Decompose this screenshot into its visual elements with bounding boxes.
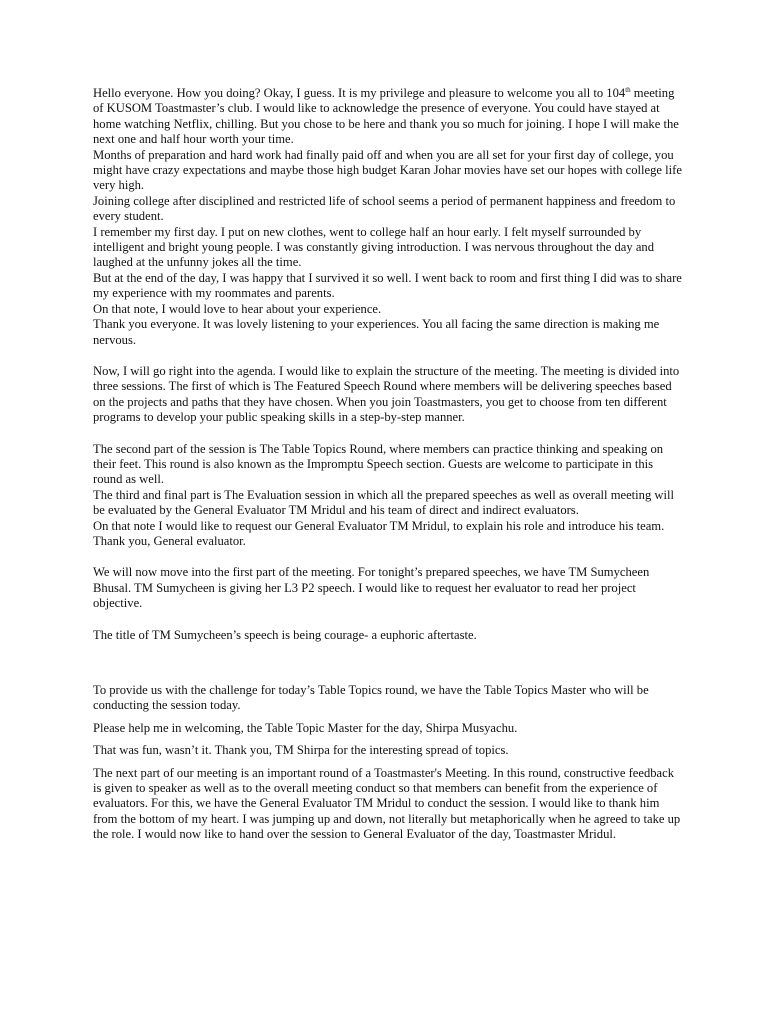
paragraph-welcome-ttm: Please help me in welcoming, the Table Topic Master for the day, Shirpa Musyachu. — [93, 720, 518, 735]
paragraph-that-was-fun: That was fun, wasn’t it. Thank you, TM Shirpa for the interesting spread of topics. — [93, 743, 509, 758]
spacer — [93, 714, 683, 721]
spacer — [93, 612, 683, 628]
ordinal-suffix: th — [625, 86, 631, 94]
paragraph-hear-experience: On that note, I would love to hear about your experience. — [93, 301, 382, 316]
paragraph-joining-college: Joining college after disciplined and restricted life of school seems a period of permanent happiness and freedom to every student. — [93, 193, 676, 224]
paragraph-end-of-day: But at the end of the day, I was happy that I survived it so well. I went back to room and first thing I did was to share my experience with my roommates and parents. — [93, 270, 682, 301]
spacer — [93, 549, 683, 565]
spacer — [93, 759, 683, 766]
paragraph-speech-title: The title of TM Sumycheen’s speech is being courage- a euphoric aftertaste. — [93, 627, 477, 642]
welcome-text-end: meeting of KUSOM Toastmaster’s club. I would like to acknowledge the presence of everyone. You could have stayed at home watching Netflix, chilling. But you chose to be here and thank you so much for joining. I hope I will make the next one and half hour worth your time. — [93, 86, 679, 147]
paragraph-prepared-speeches: We will now move into the first part of the meeting. For tonight’s prepared speeches, we have TM Sumycheen Bhusal. TM Sumycheen is giving her L3 P2 speech. I would like to request her evaluator to read her project objective. — [93, 565, 650, 611]
spacer — [93, 643, 683, 683]
paragraph-evaluation: The third and final part is The Evaluation session in which all the prepared speeches as well as overall meeting will be evaluated by the General Evaluator TM Mridul and his team of direct and indirect evaluators. — [93, 487, 675, 518]
welcome-text-start: Hello everyone. How you doing? Okay, I guess. It is my privilege and pleasure to welcome you all to 104 — [93, 86, 626, 100]
paragraph-agenda: Now, I will go right into the agenda. I would like to explain the structure of the meeting. The meeting is divided into three sessions. The first of which is The Featured Speech Round where members will be delivering speeches based on the projects and paths that they have chosen. When you join Toastmasters, you get to choose from ten different programs to develop your public speaking skills in a step-by-step manner. — [93, 363, 680, 425]
document-body — [93, 86, 683, 843]
paragraph-request-evaluator: On that note I would like to request our General Evaluator TM Mridul, to explain his role and introduce his team. — [93, 518, 665, 533]
paragraph-first-day: I remember my first day. I put on new clothes, went to college half an hour early. I felt myself surrounded by intelligent and bright young people. I was constantly giving introduction. I was nervous throughout the day and laughed at the unfunny jokes all the time. — [93, 224, 655, 270]
spacer — [93, 426, 683, 442]
paragraph-welcome — [93, 86, 683, 148]
paragraph-evaluation-round: The next part of our meeting is an important round of a Toastmaster's Meeting. In this round, constructive feedback is given to speaker as well as to the overall meeting conduct so that members can benefit from the experience of evaluators. For this, we have the General Evaluator TM Mridul to conduct the session. I would like to thank him from the bottom of my heart. I was jumping up and down, not literally but metaphorically when he agreed to take up the role. I would now like to hand over the session to General Evaluator of the day, Toastmaster Mridul. — [93, 765, 681, 842]
paragraph-table-topics: The second part of the session is The Table Topics Round, where members can practice thinking and speaking on their feet. This round is also known as the Impromptu Speech section. Guests are welcome to participate in this round as well. — [93, 441, 664, 487]
paragraph-thank-evaluator: Thank you, General evaluator. — [93, 533, 246, 548]
spacer — [93, 736, 683, 743]
spacer — [93, 348, 683, 364]
paragraph-thank-you: Thank you everyone. It was lovely listening to your experiences. You all facing the same direction is making me nervous. — [93, 317, 660, 347]
paragraph-table-topics-master: To provide us with the challenge for today’s Table Topics round, we have the Table Topics Master who will be conducting the session today. — [93, 683, 649, 713]
paragraph-preparation: Months of preparation and hard work had finally paid off and when you are all set for your first day of college, you might have crazy expectations and maybe those high budget Karan Johar movies have set our hopes with college life very high. — [93, 147, 682, 193]
